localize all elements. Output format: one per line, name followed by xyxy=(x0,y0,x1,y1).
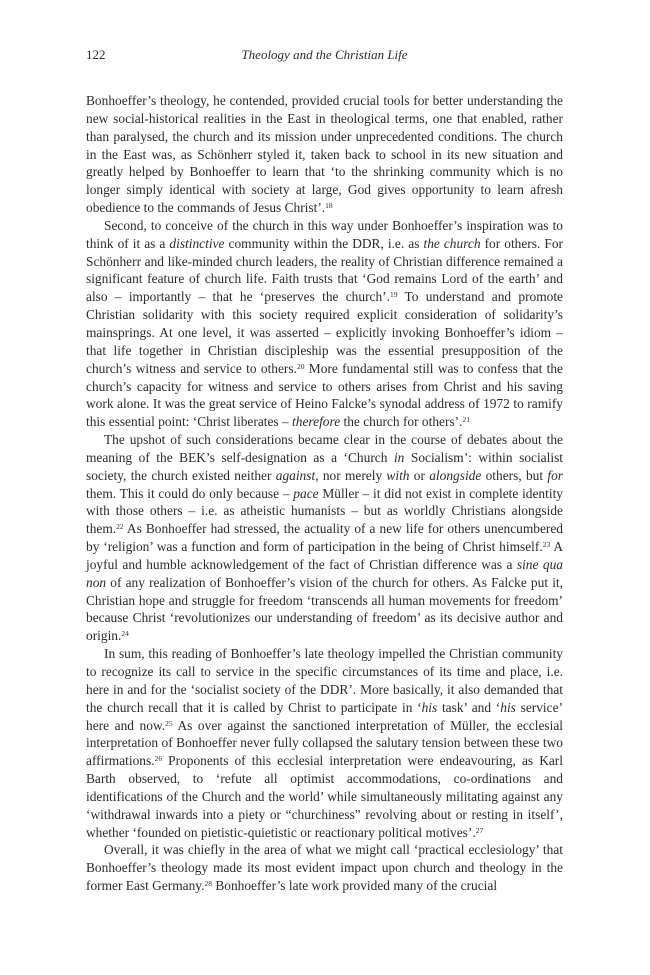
text-run: Proponents of this ecclesial interpretation were endeavouring, as Karl Barth observed, to ‘refute all optimist accommodations, co-ordinations and identifications of the Church and the world’ while simultaneously militating against any ‘withdrawal inwards into a piety or “churchiness” revolving about or resting in itself’, whether ‘founded on pietistic-quietistic or reactionary political motives’. xyxy=(86,753,563,840)
paragraph xyxy=(86,217,563,431)
text-run: A joyful and humble acknowledgement of the fact of Christian difference was a xyxy=(86,539,563,572)
italic-text: with xyxy=(386,467,410,483)
text-run: More fundamental still was to confess that the church’s capacity for witness and service to others arises from Christ and his saving work alone. It was the great service of Heino Falcke’s synodal address of 1972 to ramify this essential point: ‘Christ liberates – xyxy=(86,360,563,430)
text-run: , nor merely xyxy=(315,467,387,483)
footnote-marker: 24 xyxy=(121,629,129,639)
footnote-marker: 25 xyxy=(165,718,173,728)
text-run: for others. For Schönherr and like-minded church leaders, the reality of Christian difference remained a significant feature of church life. Faith trusts that ‘God remains Lord of the earth’ and also – importantly – that he ‘preserves the church’. xyxy=(86,235,563,305)
text-run: others, but xyxy=(481,467,548,483)
text-run: As over against the sanctioned interpretation of Müller, the ecclesial interpretation of Bonhoeffer never fully collapsed the salutary tension between these two affirmations. xyxy=(86,717,563,769)
paragraph xyxy=(86,431,563,645)
footnote-marker: 23 xyxy=(542,539,551,549)
text-run: The upshot of such considerations became clear in the course of debates about the meaning of the BEK’s self-designation as a ‘Church xyxy=(86,432,563,465)
footnote-marker: 21 xyxy=(462,415,470,425)
page-header xyxy=(86,47,563,65)
italic-text: in xyxy=(393,449,405,465)
footnote-marker: 27 xyxy=(475,825,484,835)
footnote-marker: 20 xyxy=(296,361,305,371)
text-run: Bonhoeffer’s late work provided many of the crucial xyxy=(211,878,498,894)
page-number: 122 xyxy=(86,47,106,62)
text-run: task’ and ‘ xyxy=(437,699,501,715)
footnote-marker: 19 xyxy=(389,290,398,300)
italic-text: his xyxy=(421,699,438,715)
text-run: them. This it could do only because – xyxy=(86,485,294,501)
paragraph xyxy=(86,841,563,895)
text-run: Overall, it was chiefly in the area of what we might call ‘practical ecclesiology’ that Bonhoeffer’s theology made its most evident impact upon church and theology in the former East Germany. xyxy=(86,842,563,894)
footnote-marker: 22 xyxy=(116,522,124,532)
footnote-marker: 28 xyxy=(204,879,212,888)
text-run: Bonhoeffer’s theology, he contended, provided crucial tools for better understanding the new social-historical realities in the East in theological terms, one that enabled, rather than paralysed, the church and its mission under unprecedented conditions. The church in the East was, as Schönherr styled it, taken back to school in its new situation and greatly helped by Bonhoeffer to learn that ‘to the shrinking community which is no longer simply identical with society at large, God gives opportunity to learn afresh obedience to the commands of Jesus Christ’. xyxy=(86,93,563,216)
italic-text: therefore xyxy=(292,414,341,430)
footnote-marker: 26 xyxy=(154,754,163,764)
italic-text: sine qua non xyxy=(86,556,563,590)
footnote-marker: 18 xyxy=(325,200,333,210)
italic-text: pace xyxy=(293,485,319,501)
italic-text: the church xyxy=(423,235,481,251)
text-run: To understand and promote Christian solidarity with this society required explicit consideration of solidarity’s mainsprings. At one level, it was asserted – explicitly invoking Bonhoeffer’s idiom – that life together in Christian discipleship was the essential presupposition of the church’s witness and service to others. xyxy=(86,289,563,376)
text-run: Second, to conceive of the church in this way under Bonhoeffer’s inspiration was to think of it as a xyxy=(86,217,563,251)
italic-text: for xyxy=(547,467,563,483)
running-title: Theology and the Christian Life xyxy=(241,47,408,62)
paragraph xyxy=(86,645,563,841)
text-run: community within the DDR, i.e. as xyxy=(224,235,424,251)
italic-text: against xyxy=(275,467,316,483)
text-run: service’ here and now. xyxy=(86,699,563,733)
italic-text: alongside xyxy=(429,467,482,483)
text-run: or xyxy=(409,467,430,483)
italic-text: distinctive xyxy=(169,235,225,251)
text-run: of any realization of Bonhoeffer’s vision of the church for others. As Falcke put it, Christian hope and struggle for freedom ‘transcends all human movements for freedom’ because Christ ‘revolutionizes our understanding of freedom’ as its decisive author and origin. xyxy=(86,574,563,644)
body-text xyxy=(86,92,563,895)
text-run: In sum, this reading of Bonhoeffer’s late theology impelled the Christian community to recognize its call to service in the specific circumstances of its time and place, i.e. here in and for the ‘socialist society of the DDR’. More basically, it also demanded that the church recall that it is called by Christ to participate in ‘ xyxy=(86,646,563,715)
text-run: Socialism’: within socialist society, the church existed neither xyxy=(86,449,563,483)
paragraph xyxy=(86,92,563,217)
italic-text: his xyxy=(500,699,516,715)
text-run: As Bonhoeffer had stressed, the actuality of a new life for others unencumbered by ‘religion’ was a function and form of participation in the being of Christ himself. xyxy=(86,521,563,555)
text-run: Müller – it did not exist in complete identity with those others – i.e. as atheistic humanists – but as worldly Christians alongside them. xyxy=(86,485,563,537)
text-run: the church for others’. xyxy=(340,414,463,430)
